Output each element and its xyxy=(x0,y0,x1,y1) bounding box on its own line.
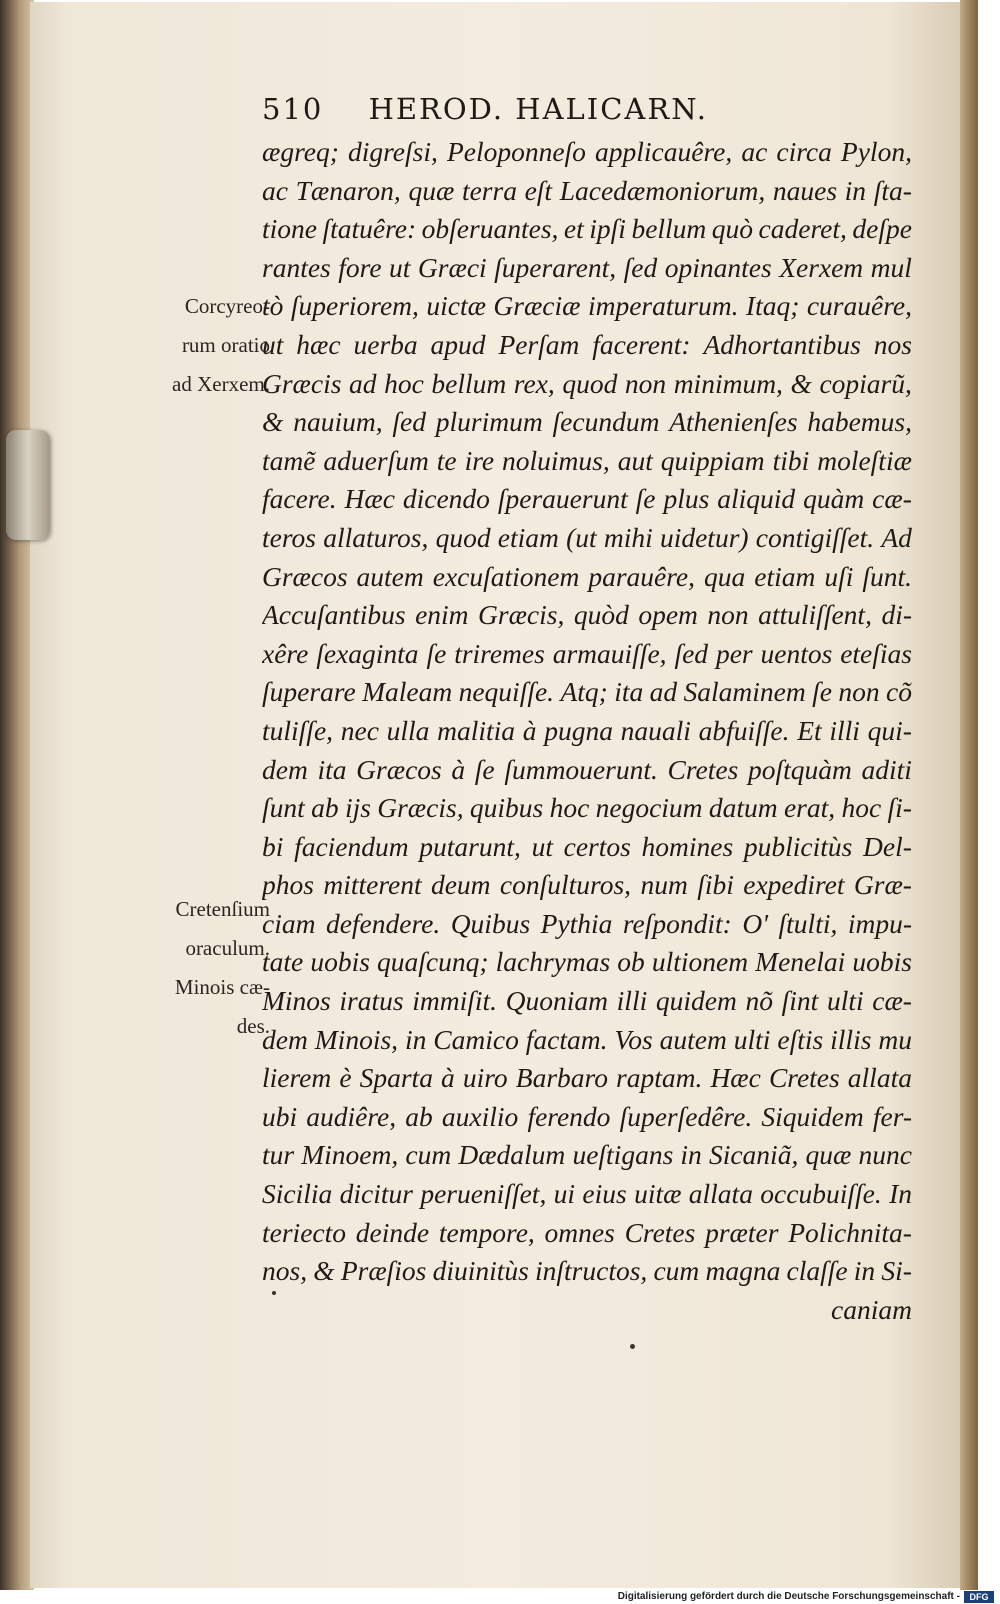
book-clasp xyxy=(6,430,50,540)
text-line: ſuperare Maleam nequiſſe. Atq; ita ad Salaminem ſe non cõ xyxy=(262,676,912,708)
text-line: rantes fore ut Græci ſuperarent, ſed opinantes Xerxem mul xyxy=(262,251,912,283)
page-fore-edge xyxy=(960,0,978,1590)
text-line: teros allaturos, quod etiam (ut mihi uidetur) contigiſſet. Ad xyxy=(262,521,912,553)
margin-note: ad Xerxem. xyxy=(172,372,270,396)
text-line: bi faciendum putarunt, ut certos homines publicitùs Del- xyxy=(262,830,912,862)
text-line: Minos iratus immiſit. Quoniam illi quidem nõ ſint ulti cæ- xyxy=(262,985,912,1017)
text-line: dem Minois, in Camico factam. Vos autem ulti eſtis illis mu xyxy=(262,1023,912,1055)
text-line: Accuſantibus enim Græcis, quòd opem non attuliſſent, di- xyxy=(262,599,912,631)
running-title: HEROD. HALICARN. xyxy=(368,92,708,126)
page-number: 510 xyxy=(262,92,324,126)
text-line: Græcis ad hoc bellum rex, quod non minimum, & copiarũ, xyxy=(262,367,912,399)
text-line: phos mitterent deum conſulturos, num ſibi expediret Græ- xyxy=(262,869,912,901)
ink-speck xyxy=(630,1344,635,1349)
text-line: xêre ſexaginta ſe triremes armauiſſe, ſed per uentos eteſias xyxy=(262,637,912,669)
text-line: Græcos autem excuſationem parauêre, qua etiam uſi ſunt. xyxy=(262,560,912,592)
text-line: ciam defendere. Quibus Pythia reſpondit: O' ſtulti, impu- xyxy=(262,907,912,939)
margin-note: rum oratio xyxy=(181,333,270,357)
text-line: nos, & Præſios diuinitùs inſtructos, cum magna claſſe in Si- xyxy=(262,1255,912,1287)
text-line: & nauium, ſed plurimum ſecundum Athenienſes habemus, xyxy=(262,406,912,438)
margin-note: Minois cæ- xyxy=(174,975,270,999)
digitization-credit: Digitalisierung gefördert durch die Deutsche Forschungsgemeinschaft - xyxy=(617,1591,960,1602)
catchword: caniam xyxy=(831,1293,912,1325)
text-line: tuliſſe, nec ulla malitia à pugna nauali abfuiſſe. Et illi qui- xyxy=(262,714,912,746)
text-line: ægreq; digreſsi, Peloponneſo applicauêre, ac circa Pylon, xyxy=(262,136,912,167)
text-line: dem ita Græcos à ſe ſummouerunt. Cretes poſtquàm aditi xyxy=(262,753,912,785)
text-line: ubi audiêre, ab auxilio ferendo ſuperſedêre. Siquidem fer- xyxy=(262,1100,912,1132)
text-line: ac Tænaron, quæ terra eſt Lacedæmoniorum, naues in ſta- xyxy=(262,174,912,206)
text-line: facere. Hæc dicendo ſperauerunt ſe plus aliquid quàm cæ- xyxy=(262,483,912,515)
page-header xyxy=(262,92,708,126)
margin-note: des. xyxy=(236,1014,270,1038)
text-line: tò ſuperiorem, uictæ Græciæ imperaturum. Itaq; curauêre, xyxy=(262,290,912,322)
book-binding-edge xyxy=(0,0,34,1590)
text-line: ſunt ab ijs Græcis, quibus hoc negocium datum erat, hoc ſi- xyxy=(262,792,912,824)
text-line: teriecto deinde tempore, omnes Cretes præter Polichnita- xyxy=(262,1216,912,1248)
text-line: Sicilia dicitur perueniſſet, ui eius uitæ allata occubuiſſe. In xyxy=(262,1178,912,1210)
text-line: tur Minoem, cum Dædalum ueſtigans in Sicaniã, quæ nunc xyxy=(262,1139,912,1171)
margin-note: oraculum. xyxy=(185,936,270,960)
margin-note: Cretenſium xyxy=(175,897,270,921)
text-line: lierem è Sparta à uiro Barbaro raptam. Hæc Cretes allata xyxy=(262,1062,912,1094)
text-line: tamẽ aduerſum te ire noluimus, aut quippiam tibi moleſtiæ xyxy=(262,444,912,476)
body-text xyxy=(262,133,912,1329)
text-line: tate uobis quaſcunq; lachrymas ob ultionem Menelai uobis xyxy=(262,946,912,978)
text-line: tione ſtatuêre: obſeruantes, et ipſi bellum quò caderet, deſpe xyxy=(262,213,912,245)
dfg-logo: DFG xyxy=(964,1591,994,1603)
ink-speck xyxy=(272,1291,276,1295)
margin-note: Corcyreo- xyxy=(184,294,270,318)
text-line: ut hæc uerba apud Perſam facerent: Adhortantibus nos xyxy=(262,328,912,360)
